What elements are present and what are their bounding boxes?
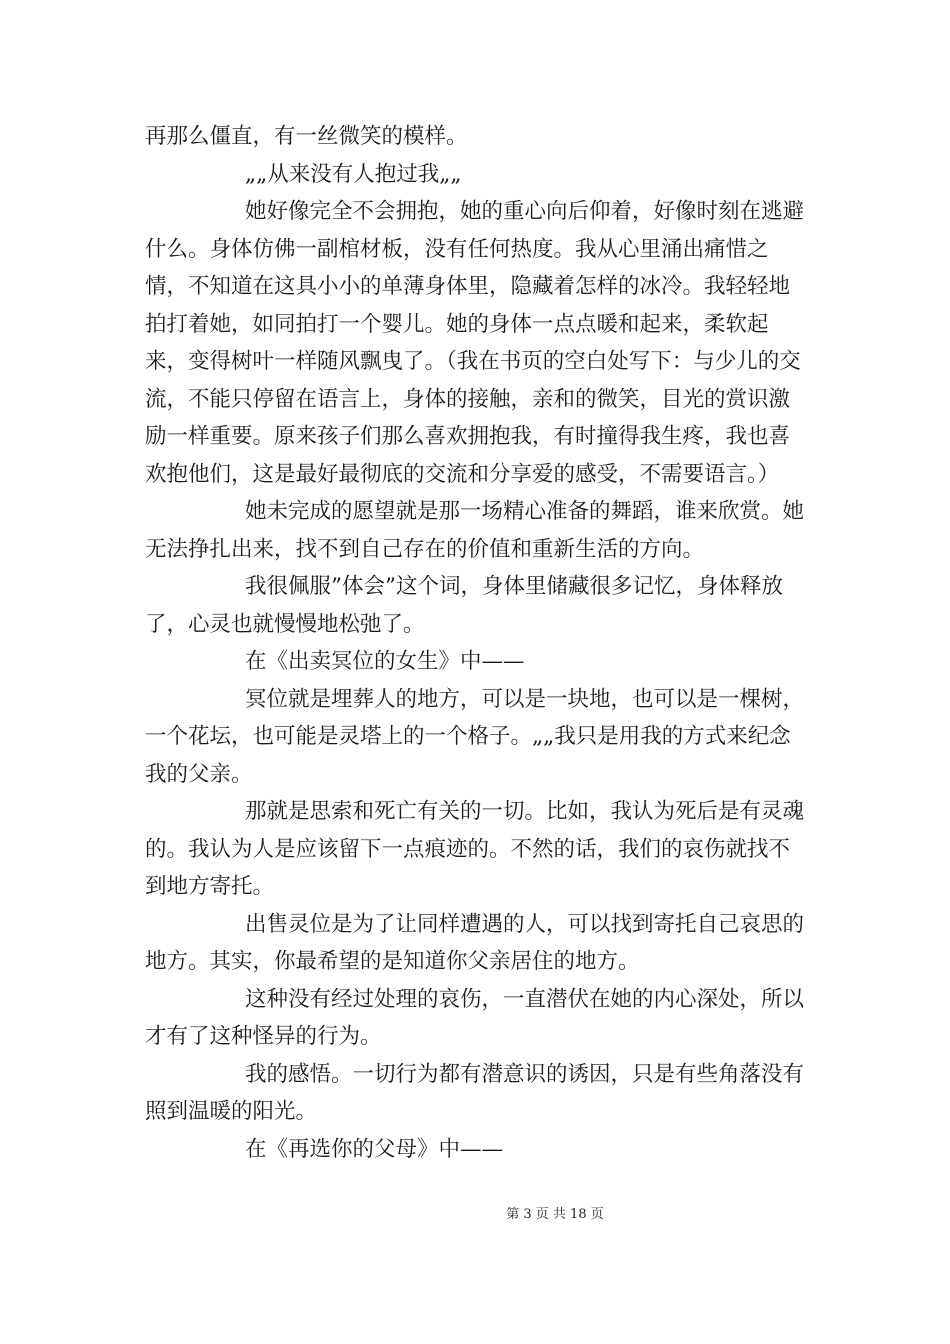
paragraph-section-heading: 在《出卖冥位的女生》中—— <box>245 649 525 674</box>
paragraph-hidden-grief: 这种没有经过处理的哀伤，一直潜伏在她的内心深处，所以才有了这种怪异的行为。 <box>145 986 805 1049</box>
paragraph-selling-reason: 出售灵位是为了让同样遭遇的人，可以找到寄托自己哀思的地方。其实，你最希望的是知道你父亲居住的地方。 <box>145 911 805 974</box>
page-number: 第 3 页 共 18 页 <box>506 1207 604 1222</box>
paragraph-continuation: 再那么僵直，有一丝微笑的模样。 <box>145 124 468 149</box>
paragraph-insight: 我的感悟。一切行为都有潜意识的诱因，只是有些角落没有照到温暖的阳光。 <box>145 1061 805 1124</box>
paragraph-dance-wish: 她未完成的愿望就是那一场精心准备的舞蹈，谁来欣赏。她无法挣扎出来，找不到自己存在的价值和重新生活的方向。 <box>145 499 805 562</box>
paragraph-grave-definition: 冥位就是埋葬人的地方，可以是一块地，也可以是一棵树，一个花坛，也可能是灵塔上的一个格子。„„我只是用我的方式来纪念我的父亲。 <box>145 686 805 787</box>
paragraph-death-thoughts: 那就是思索和死亡有关的一切。比如，我认为死后是有灵魂的。我认为人是应该留下一点痕迹的。不然的话，我们的哀伤就找不到地方寄托。 <box>145 799 805 899</box>
body-text <box>145 118 807 1168</box>
paragraph-hug: 她好像完全不会拥抱，她的重心向后仰着，好像时刻在逃避什么。身体仿佛一副棺材板，没有任何热度。我从心里涌出痛惜之情，不知道在这具小小的单薄身体里，隐藏着怎样的冰冷。我轻轻地拍打着她，如同拍打一个婴儿。她的身体一点点暖和起来，柔软起来，变得树叶一样随风飘曳了。（我在书页的空白处写下：与少儿的交流，不能只停留在语言上，身体的接触，亲和的微笑，目光的赏识激励一样重要。原来孩子们那么喜欢拥抱我，有时撞得我生疼，我也喜欢抱他们，这是最好最彻底的交流和分享爱的感受，不需要语言。） <box>145 199 805 487</box>
paragraph-body-memory: 我很佩服”体会”这个词，身体里储藏很多记忆，身体释放了，心灵也就慢慢地松弛了。 <box>145 574 783 637</box>
paragraph-section-heading: 在《再选你的父母》中—— <box>245 1136 504 1162</box>
paragraph-quote: „„从来没有人抱过我„„ <box>245 161 462 187</box>
